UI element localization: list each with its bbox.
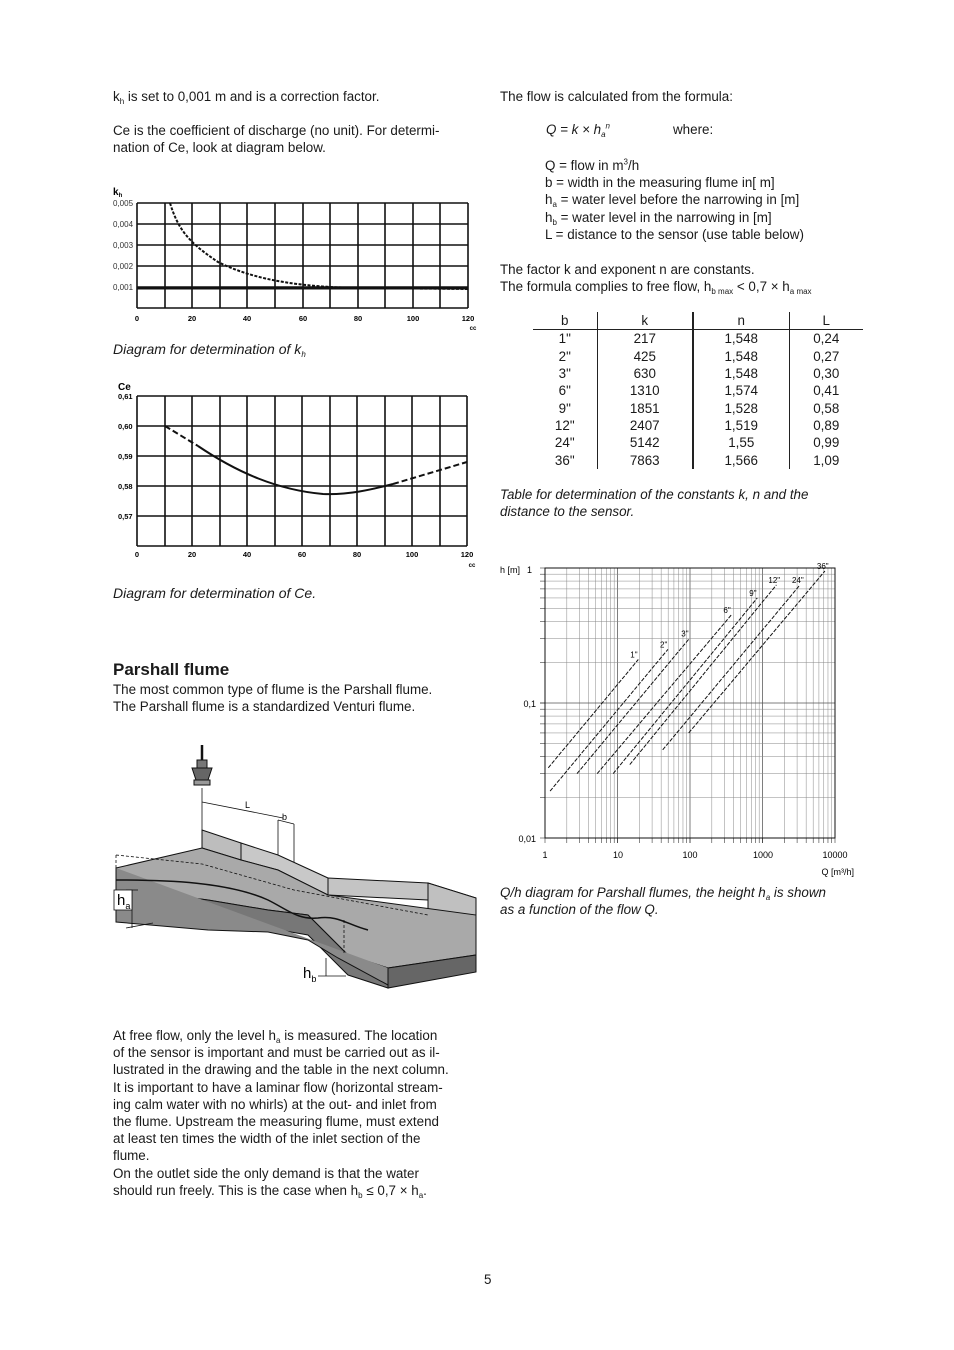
formula-where: where: xyxy=(673,122,714,137)
ce-ytick: 0,58 xyxy=(118,482,133,491)
kh-description: $k_h$ is set to 0,001 m and is a correction factor. xyxy=(113,89,380,106)
ce-description: Ce is the coefficient of discharge (no unit). For determi- nation of Ce, look at diagram below. xyxy=(113,123,440,156)
kh-ytick: 0,004 xyxy=(113,220,134,229)
qh-series-label: 2" xyxy=(660,640,668,650)
qh-series-label: 9" xyxy=(749,588,757,598)
qh-series-label: 12" xyxy=(768,575,781,585)
qh-xtick: 10 xyxy=(612,850,624,860)
kh-xtick: 60 xyxy=(298,314,308,323)
kh-xtick: 20 xyxy=(187,314,197,323)
ce-xtick: 0 xyxy=(134,550,140,559)
dim-L-label: L xyxy=(245,800,251,810)
kh-caption: Diagram for determination of $k_h$ xyxy=(113,341,306,359)
qh-xtick: 100 xyxy=(682,850,698,860)
table-header: k xyxy=(597,312,693,330)
ce-xtick: 100 xyxy=(405,550,419,559)
qh-series-line xyxy=(663,585,800,750)
qh-series-line xyxy=(689,571,825,733)
parshall-heading: Parshall flume xyxy=(113,660,230,679)
qh-series-label: 1" xyxy=(630,650,638,660)
free-flow-text: At free flow, only the level $h_a$ is measured. The location of the sensor is important and must be carried out as il- lustrated in the drawing and the table in the next column. It is important to have a laminar flow (horizontal stream- ing calm water with no whirls) at the out- and inlet from the flume. Upstream the measuring flume, must extend at least ten times the width of the inlet section of the flume. On the outlet side the only demand is that the water should run freely. This is the case when $h_b \le 0,7 \times h_a$. xyxy=(113,1028,449,1200)
sensor-icon xyxy=(192,745,212,785)
formula-definitions: Q = flow in $m^3/h$ b = width in the measuring flume in[ m] $h_a$ = water level before the narrowing in [m] $h_b$ = water level in the narrowing in [m] L = distance to the sensor (use table below) xyxy=(545,157,804,242)
kh-xunit: cc xyxy=(469,326,477,332)
formula-intro: The flow is calculated from the formula: xyxy=(500,89,733,104)
ce-xunit: cc xyxy=(468,563,476,569)
ce-xtick: 20 xyxy=(187,550,197,559)
qh-xtick: 1 xyxy=(542,850,548,860)
ce-curve-left xyxy=(165,426,198,446)
qh-ytick: 0,1 xyxy=(523,699,536,709)
kh-ytick: 0,005 xyxy=(113,199,134,208)
qh-series-label: 3" xyxy=(681,629,689,639)
parshall-flume-drawing xyxy=(108,740,483,996)
table-row: 12" 2407 1,519 0,89 xyxy=(533,417,863,434)
qh-series-line xyxy=(630,585,777,765)
ce-xtick: 80 xyxy=(352,550,362,559)
qh-series-line xyxy=(548,660,638,768)
table-header-row xyxy=(533,312,863,330)
qh-ylabel: h [m] xyxy=(500,565,521,575)
qh-diagram xyxy=(496,560,860,880)
ce-caption: Diagram for determination of Ce. xyxy=(113,585,317,601)
qh-caption: Q/h diagram for Parshall flumes, the height $h_a$ is shown as a function of the flow Q. xyxy=(500,885,826,918)
dim-b-label: b xyxy=(282,812,288,822)
constants-text: The factor k and exponent n are constants. The formula complies to free flow, $h_{b max} < 0,7 \times h_{a max}$ xyxy=(500,262,812,297)
formula: $Q = k \times h_a^n$ xyxy=(546,121,610,139)
ce-ytick: 0,59 xyxy=(118,452,133,461)
ce-xtick: 120 xyxy=(460,550,474,559)
table-row: 1" 217 1,548 0,24 xyxy=(533,330,863,348)
kh-xtick: 0 xyxy=(134,314,140,323)
table-header: L xyxy=(789,312,863,330)
table-row: 24" 5142 1,55 0,99 xyxy=(533,434,863,451)
qh-xtick: 1000 xyxy=(752,850,774,860)
kh-ytick: 0,001 xyxy=(113,283,134,292)
ce-diagram xyxy=(108,378,480,570)
qh-series-label: 24" xyxy=(792,575,804,585)
qh-ytick: 0,01 xyxy=(518,834,536,844)
ce-curve-right xyxy=(393,462,467,484)
constants-table xyxy=(533,312,863,469)
ce-ytick: 0,57 xyxy=(118,512,133,521)
kh-xtick: 120 xyxy=(461,314,475,323)
table-caption: Table for determination of the constants k, n and the distance to the sensor. xyxy=(500,487,809,520)
table-row: 2" 425 1,548 0,27 xyxy=(533,348,863,365)
table-header: n xyxy=(693,312,789,330)
ce-ylabel: Ce xyxy=(118,382,131,393)
kh-curve xyxy=(170,203,468,289)
table-row: 36" 7863 1,566 1,09 xyxy=(533,451,863,468)
qh-series-label: 6" xyxy=(723,605,731,615)
ce-xtick: 60 xyxy=(297,550,307,559)
table-row: 3" 630 1,548 0,30 xyxy=(533,365,863,382)
kh-ytick: 0,002 xyxy=(113,262,134,271)
hb-label: $h_b$ xyxy=(303,965,317,984)
ce-ytick: 0,61 xyxy=(118,392,133,401)
ce-xtick: 40 xyxy=(242,550,252,559)
kh-xtick: 40 xyxy=(242,314,252,323)
table-row: 9" 1851 1,528 0,58 xyxy=(533,399,863,416)
qh-ytick: 1 xyxy=(526,565,532,575)
qh-series-line xyxy=(613,598,757,774)
parshall-intro: The most common type of flume is the Parshall flume. The Parshall flume is a standardized Venturi flume. xyxy=(113,682,433,715)
svg-text:kh: $k_h$ xyxy=(113,187,123,199)
qh-xlabel: Q [m³/h] xyxy=(821,867,854,877)
qh-series-line xyxy=(550,649,668,791)
kh-xtick: 80 xyxy=(353,314,363,323)
table-row: 6" 1310 1,574 0,41 xyxy=(533,382,863,399)
kh-ytick: 0,003 xyxy=(113,241,134,250)
qh-xtick: 10000 xyxy=(822,850,848,860)
ce-ytick: 0,60 xyxy=(118,422,133,431)
kh-xtick: 100 xyxy=(406,314,420,323)
page-number: 5 xyxy=(484,1272,492,1287)
ce-curve xyxy=(198,446,393,494)
kh-diagram xyxy=(108,184,480,332)
qh-series-label: 36" xyxy=(816,562,829,571)
table-header: b xyxy=(533,312,597,330)
ha-label: $h_a$ xyxy=(117,892,131,911)
